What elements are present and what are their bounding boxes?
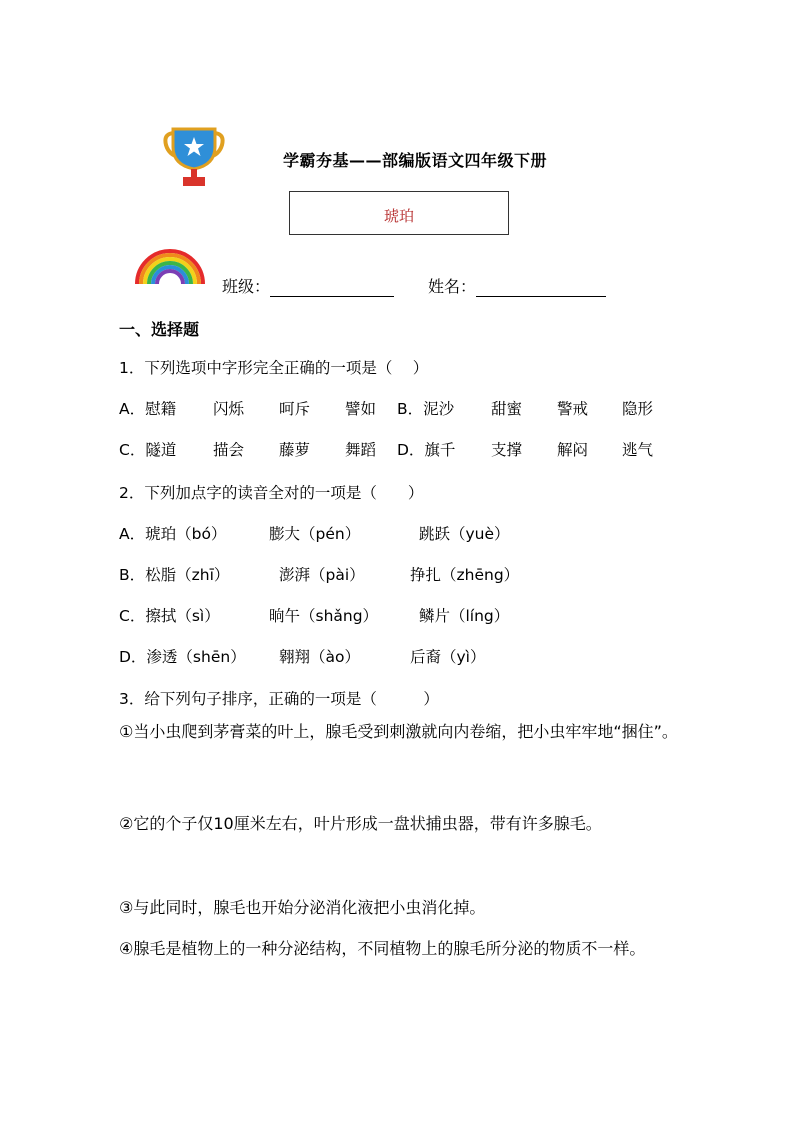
q1-option-word: 譬如 [345, 400, 377, 418]
q1-option-word: D．旗千 [397, 441, 456, 459]
name-field [428, 274, 606, 297]
q2-option-item: C．擦拭（sì） [119, 607, 220, 625]
section-title: 一、选择题 [119, 320, 200, 339]
rainbow-icon [133, 246, 207, 286]
q3-sentence: ④腺毛是植物上的一种分泌结构，不同植物上的腺毛所分泌的物质不一样。 [119, 939, 646, 958]
q1-option-word: 描会 [213, 441, 245, 459]
q2-option-item: 澎湃（pài） [279, 566, 365, 584]
q3-stem: 3．给下列句子排序，正确的一项是（ ） [119, 690, 439, 708]
q2-option-item: D．渗透（shēn） [119, 648, 246, 666]
q2-option-row [119, 524, 679, 544]
q1-option-word: 舞蹈 [345, 441, 377, 459]
q2-option-item: 膨大（pén） [269, 525, 361, 543]
q1-option-word: B．泥沙 [397, 400, 455, 418]
q1-option-word: 甜蜜 [491, 400, 523, 418]
q2-option-row [119, 647, 679, 667]
q1-option-word: 呵斥 [279, 400, 311, 418]
trophy-icon [163, 127, 225, 189]
q1-option-word: 警戒 [557, 400, 589, 418]
name-blank[interactable] [476, 278, 606, 297]
q1-stem: 1．下列选项中字形完全正确的一项是（ ） [119, 359, 429, 377]
class-field [222, 274, 394, 297]
class-blank[interactable] [270, 278, 394, 297]
page-title: 学霸夯基——部编版语文四年级下册 [283, 151, 548, 170]
q1-option-word: A．慰籍 [119, 400, 177, 418]
q2-option-item: 后裔（yì） [410, 648, 486, 666]
q2-option-item: 跳跃（yuè） [419, 525, 510, 543]
q1-option-word: 逃气 [622, 441, 654, 459]
q2-option-item: B．松脂（zhī） [119, 566, 230, 584]
q3-sentence: ①当小虫爬到茅膏菜的叶上，腺毛受到刺激就向内卷缩，把小虫牢牢地“捆住”。 [119, 722, 678, 741]
q2-option-item: 翱翔（ào） [279, 648, 360, 666]
q1-options-row [119, 440, 679, 460]
lesson-title-box [289, 191, 509, 235]
q1-option-word: C．隧道 [119, 441, 177, 459]
q3-sentence: ②它的个子仅10厘米左右，叶片形成一盘状捕虫器，带有许多腺毛。 [119, 814, 602, 833]
lesson-title: 琥珀 [383, 207, 414, 225]
q1-option-word: 闪烁 [213, 400, 245, 418]
q1-option-word: 支撑 [491, 441, 523, 459]
q1-option-word: 藤萝 [279, 441, 311, 459]
q2-stem: 2．下列加点字的读音全对的一项是（ ） [119, 484, 424, 502]
q2-option-row [119, 606, 679, 626]
q2-option-item: 鳞片（líng） [419, 607, 510, 625]
q2-option-item: 挣扎（zhēng） [410, 566, 520, 584]
q1-option-word: 隐形 [622, 400, 654, 418]
name-label: 姓名： [428, 277, 477, 296]
q1-options-row [119, 399, 679, 419]
q3-sentence: ③与此同时，腺毛也开始分泌消化液把小虫消化掉。 [119, 898, 486, 917]
class-label: 班级： [222, 277, 271, 296]
q1-option-word: 解闷 [557, 441, 589, 459]
q2-option-item: A．琥珀（bó） [119, 525, 227, 543]
q2-option-item: 晌午（shǎng） [269, 607, 379, 625]
q2-option-row [119, 565, 679, 585]
